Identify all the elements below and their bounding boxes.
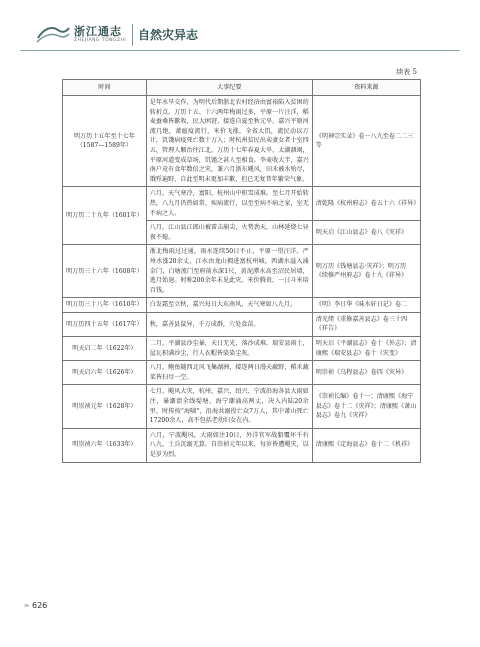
row-event: 七月，飓风大灾，杭州、嘉兴、绍兴、宁波沿海各县大雨如注，暴潮溃全线堤塘，海宁潮涌高两丈，决入内陆20余里，时传按“海啸”，沿海共溺役亡众7万人，其中萧山死亡17200余人，高不包括老幼妇女在内。 [146, 385, 312, 428]
table-header-row [63, 80, 421, 96]
row-time: 明天启二年（1622年） [63, 337, 147, 361]
row-event: 八月，江山县江郎山被雷击崩尖，火势劲天，山林延烧七昼夜不熄。 [146, 221, 312, 245]
row-time: 明万历三十六年（1608年） [63, 245, 147, 298]
table-row [63, 361, 421, 385]
logo-subtext: ZHEJIANG TONGZHI [74, 38, 127, 43]
row-event: 白发霜至立秋，嘉兴每日大东南风，天气寒如八九月。 [146, 298, 312, 313]
page-number: 626 [32, 601, 48, 610]
header-divider [132, 24, 133, 46]
table-row [63, 245, 421, 298]
row-time: 明万历三十八年（1610年） [63, 298, 147, 313]
table-row [63, 337, 421, 361]
row-source: 清康熙《定海县志》卷十二《机祥》 [312, 428, 420, 462]
row-event: 二月，平湖县沙尘暴，天日无光，落沙成堆，瑞安县雨土，屋瓦积满沙尘，行人衣帽皆染染尘灰。 [146, 337, 312, 361]
row-event: 秋，嘉善县鼠异，千万成群，穴处食苗。 [146, 312, 312, 336]
row-source: 《明》李日华《味水轩日记》卷二 [312, 298, 420, 313]
table-row [63, 385, 421, 428]
row-source: 清乾隆《杭州府志》卷五十六《祥异》 [312, 187, 420, 221]
row-source: 清光绪《重修嘉善县志》卷三十四《祥告》 [312, 312, 420, 336]
row-source: 明天启《江山县志》卷八《灾祥》 [312, 221, 420, 245]
events-table [62, 79, 421, 463]
logo-text: 浙江通志 [74, 25, 122, 38]
row-time: 明崇祯六年（1633年） [63, 428, 147, 462]
chapter-title: 自然灾异志 [138, 28, 199, 42]
table-row [63, 312, 421, 336]
row-source: 《明神宗实录》卷一八九至卷二二三等 [312, 96, 420, 187]
row-event: 八月，鲍鱼随西北风飞集湖洲，接连两日漫天蔽野，稻禾蔬菜皆扫尽一空。 [146, 361, 312, 385]
row-event: 浙北梅雨过过通，雨水连续50日不止，平原一望汪洋。严州水涨20余丈，江水由龙山拥进富杭州城，西湖水溢入涌金门，白塘流门至府前水深1尺，黄泥潭水高至沼民居墙，逃月始退。时称200余年未见此灾。米价腾贵，一日斗米培百钱。 [146, 245, 312, 298]
table-row [63, 298, 421, 313]
table-row [63, 96, 421, 187]
row-time: 明万历二十九年（1601年） [63, 187, 147, 245]
row-event: 是年水旱交作，为明代后期浙北农村经济由富裕陷入贫困的转折点。万历十五、十六两年梅雨过多，平原一片汪洋，稻麦蚕桑皆歉收，民大困窘。接连自夏至秋元旱，嘉兴平原河流几绝，萧瘟疫流行，米价飞涨，全省大饥，流民动以万计，饥饿病疫死亡数十万人；时杭州贫民出卖妻女者十室四五，管理人顺治往江北。万历十七年春夏大旱，太湖涸竭，平原河道变成草场，饥馑之甚人至相食。李麦收大半，嘉兴南户竟有食年数倍之灾，兼六月浙东飓风，田禾被水殆尽，饿殍遍野，自此至明末更加丰歉，但已无复昔年繁荣气象。 [146, 96, 312, 187]
continued-table-label: 续表 5 [396, 68, 417, 76]
row-time: 明天启六年（1626年） [63, 361, 147, 385]
header-sources: 资料来源 [312, 80, 420, 96]
row-time: 明万历十五年至十七年（1587—1589年） [63, 96, 147, 187]
header-events: 大事纪要 [146, 80, 312, 96]
row-event: 六月，天气寒冷，富阳、杭州山中积雪成堆。至七月开始转热，八九月仍热如常，疾病流行，以至至病不病之家，室无不病之人。 [146, 187, 312, 221]
table-row [63, 428, 421, 462]
page-header [20, 12, 460, 52]
table-row [63, 187, 421, 221]
row-source: 明天启《平湖县志》卷十《外志》；清康熙《瑞安县志》卷十《灾变》 [312, 337, 420, 361]
row-time: 明万历四十五年（1617年） [63, 312, 147, 336]
row-source: 明万历《钱塘县志·灾祥》；明万历《续修严州府志》卷十九《祥异》 [312, 245, 420, 298]
row-source: 明崇祯《乌程县志》卷四《灾异》 [312, 361, 420, 385]
page-arrow-icon: ≫ [24, 603, 30, 609]
row-event: 六月，宁波飓风，大雨如注10日，外洋官军战船覆坏千有八九，士兵沉溺无算。自崇祯元年以来，每岁皆遭飓灾，以是岁为烈。 [146, 428, 312, 462]
wave-logo-icon [36, 22, 70, 44]
header-rule [20, 50, 460, 51]
row-source: 《崇祯长编》卷十一；清康熙《海宁县志》卷十二《灾祥》；清康熙《萧山县志》卷九《灾祥》 [312, 385, 420, 428]
row-time: 明崇祯元年（1628年） [63, 385, 147, 428]
header-time: 时间 [63, 80, 147, 96]
